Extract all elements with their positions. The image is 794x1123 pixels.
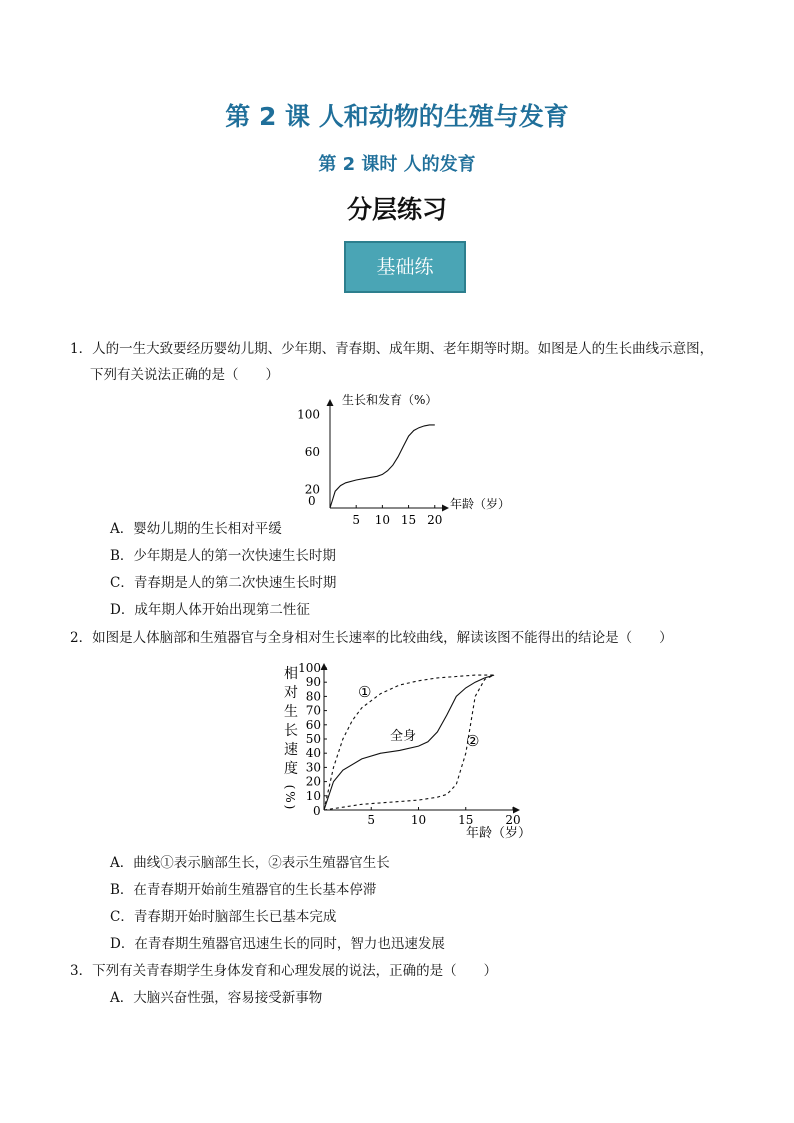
y-tick-label: 20 bbox=[305, 774, 321, 789]
question-2-option-a: A．曲线①表示脑部生长，②表示生殖器官生长 bbox=[110, 855, 390, 871]
series-label-brain: ① bbox=[358, 683, 372, 701]
y-axis-label-char: % bbox=[283, 791, 297, 803]
section-heading: 分层练习 bbox=[346, 195, 447, 224]
y-axis-label-char: 相 bbox=[284, 666, 298, 682]
x-tick-label: 15 bbox=[400, 513, 417, 527]
y-tick-label: 60 bbox=[304, 445, 320, 459]
x-axis-label: 年龄（岁） bbox=[450, 497, 511, 511]
origin-label: 0 bbox=[313, 804, 321, 818]
question-2-option-c: C．青春期开始时脑部生长已基本完成 bbox=[110, 909, 337, 925]
y-axis-label-char: 长 bbox=[284, 723, 298, 739]
question-1-stem-cont: 下列有关说法正确的是（ ） bbox=[90, 367, 279, 383]
y-tick-label: 90 bbox=[305, 675, 321, 690]
question-1-option-c: C．青春期是人的第二次快速生长时期 bbox=[110, 575, 337, 591]
y-tick-label: 50 bbox=[305, 732, 321, 746]
y-tick-label: 70 bbox=[305, 703, 321, 718]
x-tick-label: 5 bbox=[352, 513, 361, 527]
y-axis-label: 生长和发育（%） bbox=[342, 393, 438, 407]
y-axis-label-char: 速 bbox=[284, 742, 298, 758]
question-2-option-d: D．在青春期生殖器官迅速生长的同时，智力也迅速发展 bbox=[110, 936, 445, 952]
question-1-option-d: D．成年期人体开始出现第二性征 bbox=[110, 602, 310, 618]
y-tick-label: 20 bbox=[304, 482, 320, 497]
lesson-subtitle: 第 2 课时 人的发育 bbox=[318, 154, 476, 175]
y-tick-label: 10 bbox=[305, 788, 321, 803]
lesson-title: 第 2 课 人和动物的生殖与发育 bbox=[225, 102, 569, 131]
y-axis-label-char: ) bbox=[283, 804, 297, 810]
question-2-option-b: B．在青春期开始前生殖器官的生长基本停滞 bbox=[110, 882, 377, 898]
question-1-stem: 1．人的一生大致要经历婴幼儿期、少年期、青春期、成年期、老年期等时期。如图是人的生长曲线示意图， bbox=[70, 341, 714, 357]
y-axis-label-char: 度 bbox=[284, 761, 298, 777]
y-tick-label: 60 bbox=[305, 717, 321, 732]
x-tick-label: 20 bbox=[505, 813, 521, 827]
y-axis-label-char: 生 bbox=[284, 704, 298, 720]
y-tick-label: 80 bbox=[305, 689, 321, 704]
series-label-body: 全身 bbox=[390, 729, 417, 744]
x-tick-label: 10 bbox=[374, 513, 391, 527]
level-badge: 基础练 bbox=[344, 241, 466, 293]
x-tick-label: 5 bbox=[367, 813, 376, 827]
x-tick-label: 20 bbox=[427, 513, 443, 527]
relative-growth-rate-chart bbox=[276, 656, 546, 846]
growth-curve bbox=[330, 425, 435, 508]
y-tick-label: 100 bbox=[297, 407, 320, 422]
y-axis-label-char: ( bbox=[283, 784, 297, 790]
series-label-reproductive: ② bbox=[466, 732, 480, 750]
question-1-option-a: A．婴幼儿期的生长相对平缓 bbox=[110, 521, 282, 537]
x-axis-label: 年龄（岁） bbox=[466, 826, 532, 841]
y-axis-label bbox=[283, 665, 298, 809]
y-axis-label-char: 对 bbox=[284, 685, 298, 701]
x-tick-label: 10 bbox=[410, 813, 427, 827]
x-tick-label: 15 bbox=[458, 813, 474, 827]
growth-curve-chart bbox=[290, 388, 530, 527]
question-3-stem: 3．下列有关青春期学生身体发育和心理发展的说法，正确的是（ ） bbox=[70, 963, 498, 979]
question-3-option-a: A．大脑兴奋性强，容易接受新事物 bbox=[110, 990, 323, 1006]
y-tick-label: 100 bbox=[298, 661, 321, 675]
y-tick-label: 30 bbox=[305, 760, 321, 775]
question-2-stem: 2．如图是人体脑部和生殖器官与全身相对生长速率的比较曲线，解读该图不能得出的结论是（ ） bbox=[70, 630, 673, 646]
origin-label: 0 bbox=[308, 494, 316, 508]
y-tick-label: 40 bbox=[305, 746, 321, 761]
question-1-option-b: B．少年期是人的第一次快速生长时期 bbox=[110, 548, 336, 564]
